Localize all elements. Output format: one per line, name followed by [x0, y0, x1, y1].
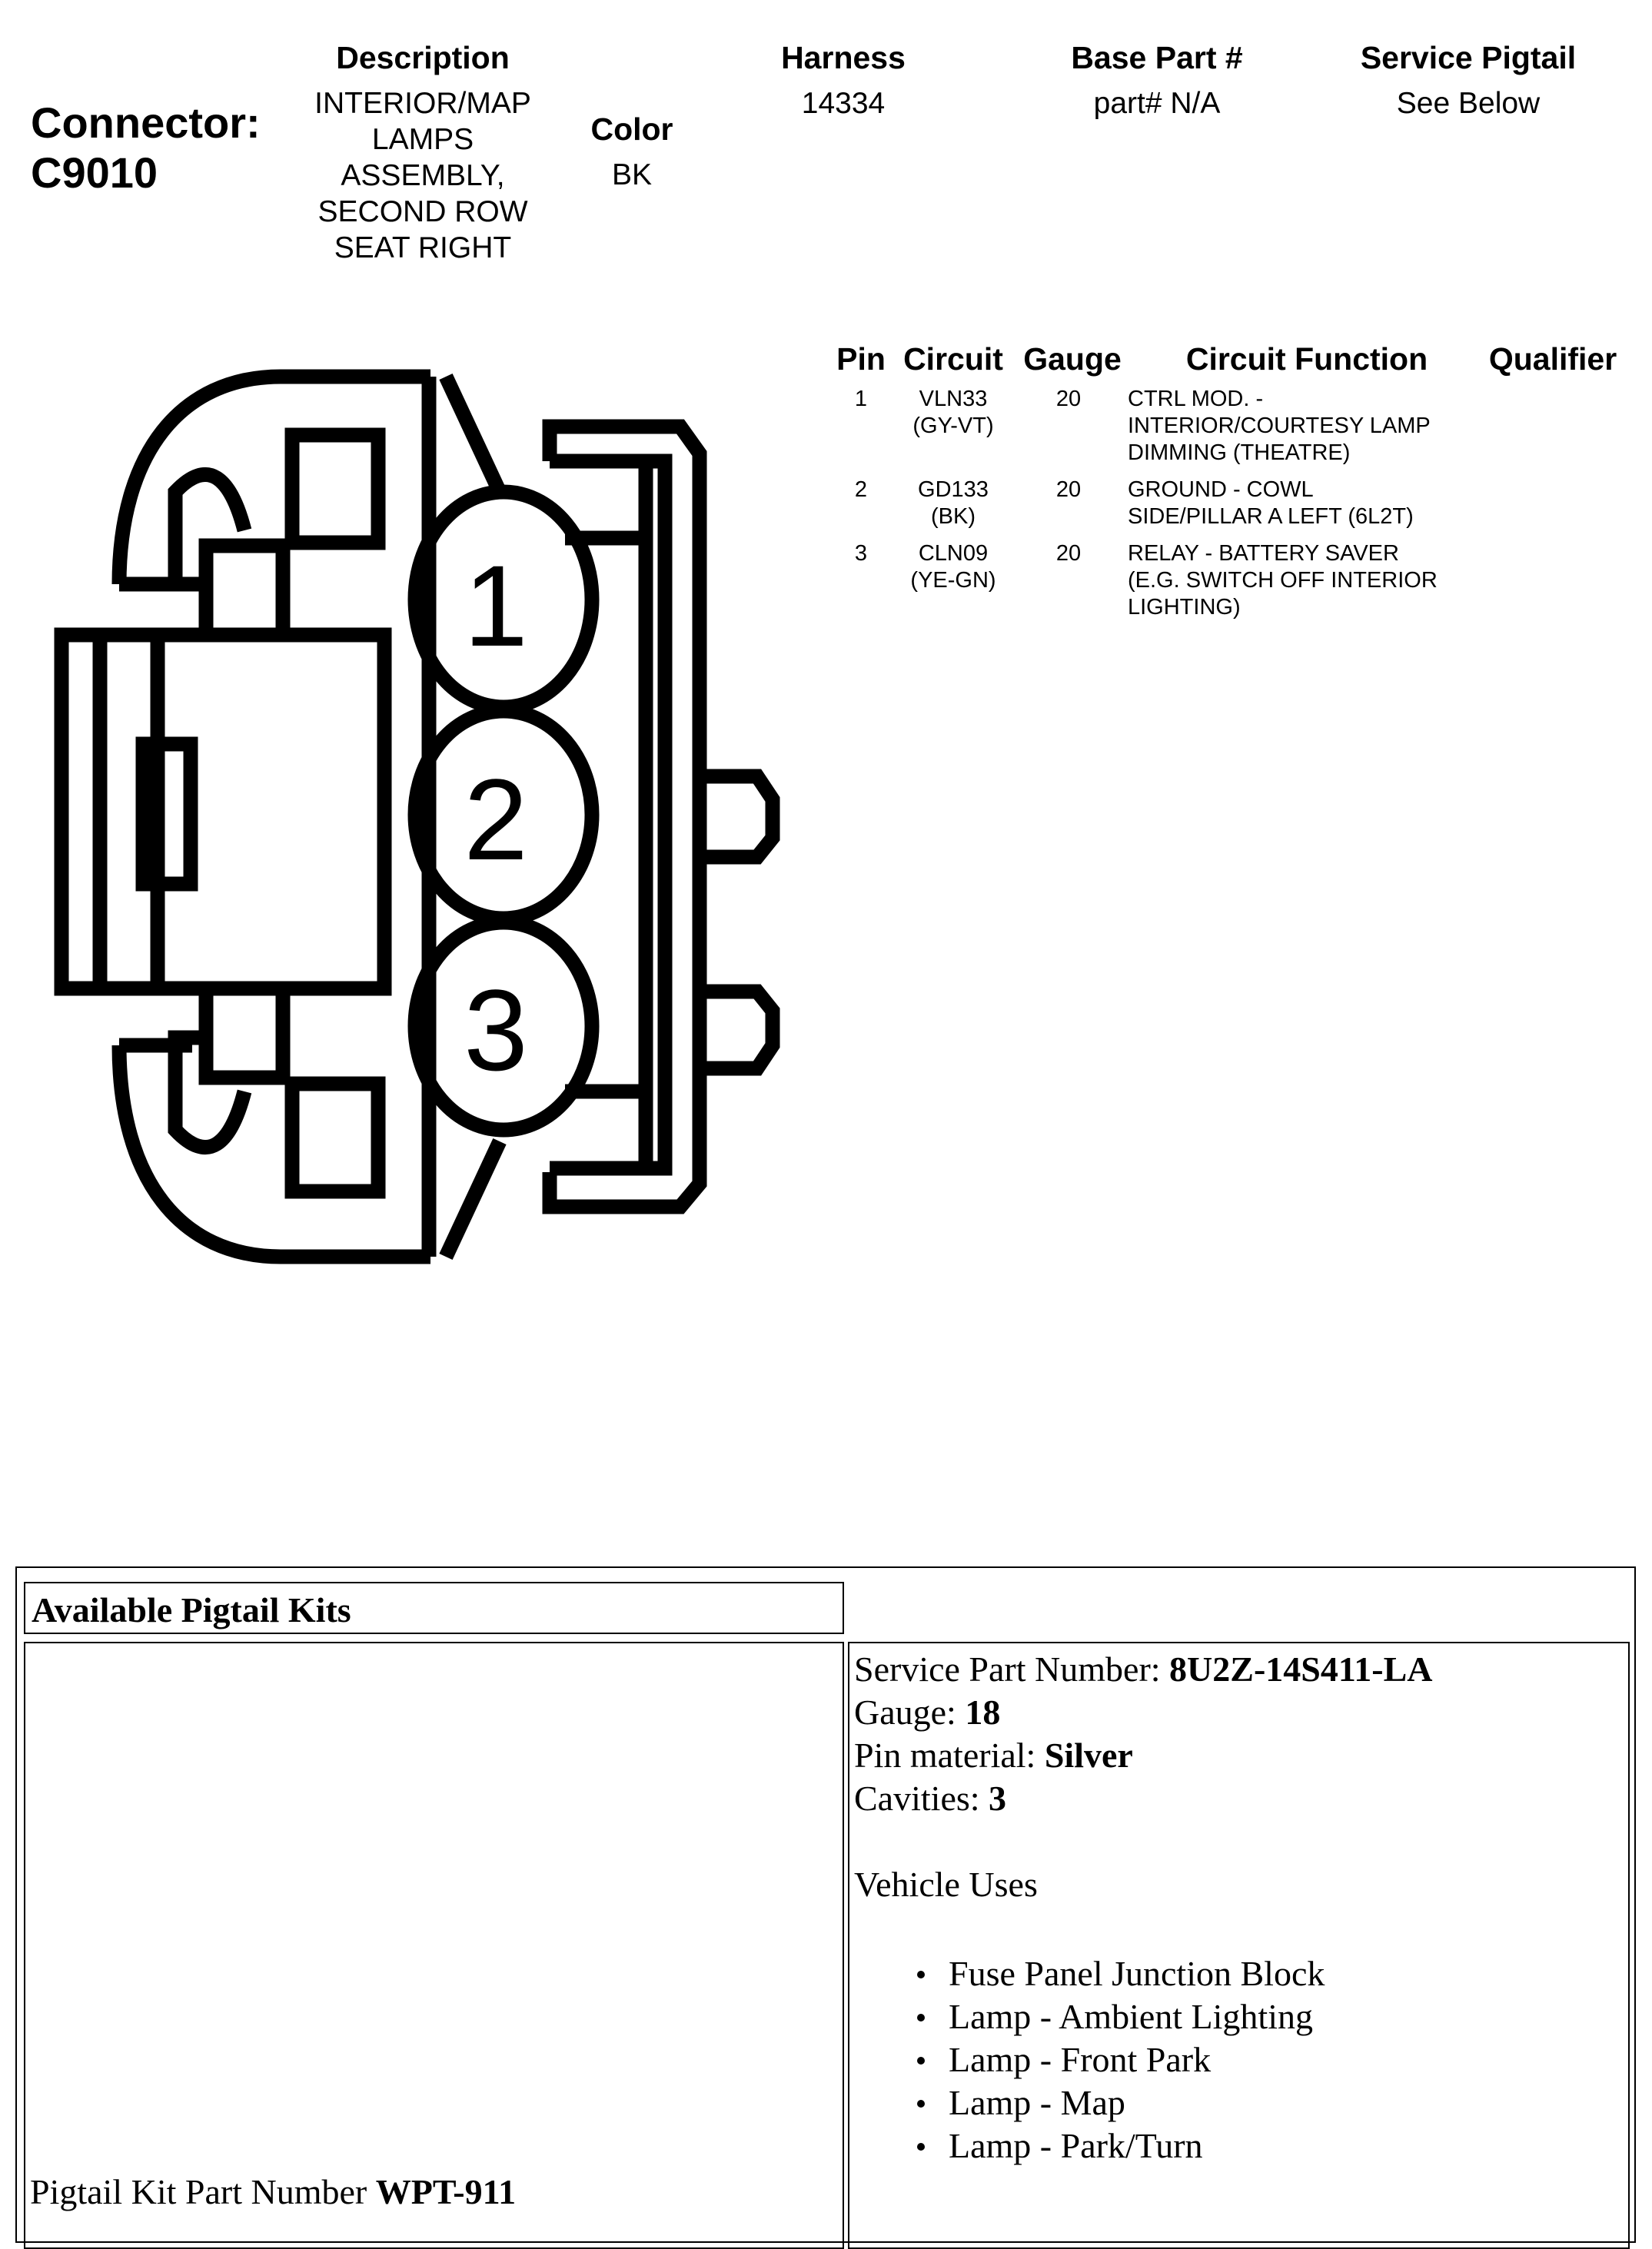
pin-1-label: 1 — [464, 541, 528, 670]
left-latch-body — [61, 635, 384, 988]
pigtail-kit-line — [30, 2172, 516, 2212]
pin-material-label: Pin material: — [854, 1736, 1045, 1775]
list-item: Lamp - Front Park — [854, 2038, 1433, 2081]
base-part-value: part# N/A — [1093, 87, 1221, 120]
service-part-label: Service Part Number: — [854, 1649, 1170, 1689]
row-1-gauge: 20 — [1055, 387, 1082, 411]
pin-material-line — [854, 1734, 1433, 1777]
service-part-line — [854, 1648, 1433, 1691]
list-item: Lamp - Park/Turn — [854, 2124, 1433, 2168]
latch-release-slot — [143, 744, 191, 884]
right-tab-lower — [700, 992, 773, 1068]
description-line: ASSEMBLY, — [341, 159, 505, 192]
qualifier-col-header: Qualifier — [1488, 341, 1617, 377]
cavities-line — [854, 1777, 1433, 1820]
cavities-label: Cavities: — [854, 1779, 989, 1818]
vehicle-uses-list — [854, 1952, 1433, 2168]
function-line: SIDE/PILLAR A LEFT (6L2T) — [1128, 504, 1414, 529]
function-line: GROUND - COWL — [1128, 477, 1314, 502]
description-line: SEAT RIGHT — [334, 231, 512, 264]
row-3-circuit — [896, 540, 1011, 594]
function-col-header: Circuit Function — [1185, 341, 1428, 377]
gauge-col-header: Gauge — [1023, 341, 1122, 377]
circuit-col-header: Circuit — [903, 341, 1003, 377]
list-item: Lamp - Ambient Lighting — [854, 1995, 1433, 2038]
circuit-color: (YE-GN) — [910, 568, 996, 593]
pin-material-value: Silver — [1044, 1736, 1133, 1775]
cavities-value: 3 — [989, 1779, 1007, 1818]
list-item: Fuse Panel Junction Block — [854, 1952, 1433, 1995]
row-1-function — [1128, 386, 1497, 467]
harness-value: 14334 — [801, 87, 886, 120]
color-header: Color — [590, 111, 673, 147]
row-2-circuit — [896, 477, 1011, 530]
service-part-number: 8U2Z-14S411-LA — [1169, 1649, 1433, 1689]
connector-face-diagram — [0, 338, 815, 1284]
right-tab-upper — [700, 776, 773, 857]
gauge-value: 18 — [965, 1693, 1001, 1732]
row-1-pin: 1 — [854, 387, 868, 411]
circuit-color: (BK) — [931, 504, 976, 529]
kit-number: WPT-911 — [375, 2172, 517, 2211]
kit-label: Pigtail Kit Part Number — [30, 2172, 376, 2211]
color-value: BK — [611, 158, 653, 191]
row-2-gauge: 20 — [1055, 477, 1082, 502]
upper-post — [206, 546, 283, 635]
list-item: Lamp - Map — [854, 2081, 1433, 2124]
row-2-function — [1128, 477, 1497, 530]
function-line: INTERIOR/COURTESY LAMP — [1128, 414, 1431, 438]
circuit-code: VLN33 — [919, 387, 988, 411]
circuit-code: CLN09 — [918, 541, 989, 566]
vehicle-uses-label: Vehicle Uses — [854, 1865, 1038, 1904]
function-line: RELAY - BATTERY SAVER — [1128, 541, 1399, 566]
row-3-gauge: 20 — [1055, 541, 1082, 566]
pin-col-header: Pin — [836, 341, 886, 377]
description-line: LAMPS — [371, 123, 474, 156]
pigtail-spec-cell — [848, 1642, 1630, 2249]
pigtail-title: Available Pigtail Kits — [32, 1590, 351, 1629]
pin-3-label: 3 — [464, 965, 528, 1095]
description-line: SECOND ROW — [317, 195, 528, 228]
pigtail-specs — [854, 1648, 1433, 2168]
row-3-function — [1128, 540, 1497, 621]
function-line: (E.G. SWITCH OFF INTERIOR — [1128, 568, 1438, 593]
lower-post — [206, 988, 283, 1078]
function-line: CTRL MOD. - — [1128, 387, 1264, 411]
harness-header: Harness — [781, 40, 906, 75]
connector-label: Connector: — [31, 98, 261, 147]
row-2-pin: 2 — [854, 477, 868, 502]
function-line: LIGHTING) — [1128, 595, 1241, 620]
pigtail-kit-cell — [24, 1642, 844, 2249]
base-part-header: Base Part # — [1071, 40, 1243, 75]
function-line: DIMMING (THEATRE) — [1128, 440, 1351, 465]
pigtail-title-cell — [24, 1582, 844, 1634]
upper-tab — [292, 435, 378, 543]
circuit-code: GD133 — [918, 477, 989, 502]
pin-2-label: 2 — [464, 755, 528, 884]
gauge-label: Gauge: — [854, 1693, 966, 1732]
description-line: INTERIOR/MAP — [314, 87, 531, 120]
row-3-pin: 3 — [854, 541, 868, 566]
circuit-color: (GY-VT) — [912, 414, 994, 438]
row-1-circuit — [896, 386, 1011, 440]
description-header: Description — [336, 40, 510, 75]
connector-heading — [31, 98, 261, 198]
service-pigtail-value: See Below — [1396, 87, 1541, 120]
connector-id: C9010 — [31, 148, 158, 197]
gauge-line — [854, 1691, 1433, 1734]
description-value — [269, 85, 577, 266]
lower-tab — [292, 1084, 378, 1191]
service-pigtail-header: Service Pigtail — [1360, 40, 1577, 75]
